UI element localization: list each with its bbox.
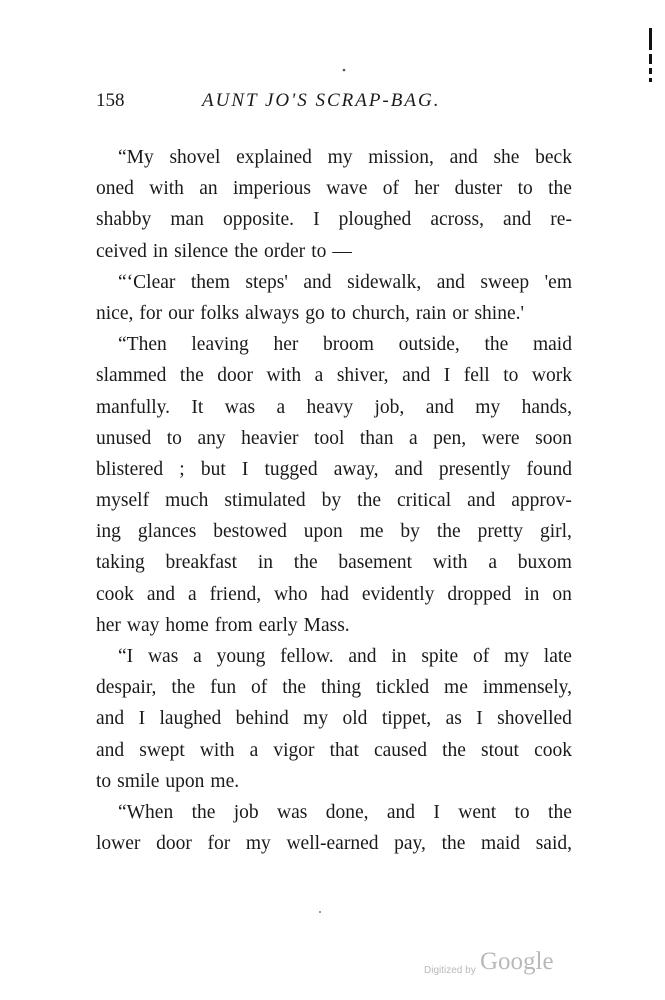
word: rain [415, 302, 447, 324]
text-line [96, 423, 572, 454]
word: the [282, 677, 307, 699]
word: maid [481, 833, 521, 855]
text-line [96, 298, 572, 329]
word: well-earned [286, 833, 379, 855]
word: opposite. [223, 209, 294, 231]
word: order [264, 240, 306, 262]
text-line [96, 766, 572, 797]
page-edge-marks [649, 28, 653, 88]
word: laughed [159, 708, 222, 730]
word: in [524, 583, 540, 605]
word: the [441, 833, 466, 855]
word: pay, [394, 833, 426, 855]
body-text [96, 142, 572, 859]
word: me [444, 677, 468, 699]
word: breakfast [165, 552, 238, 574]
word: away, [333, 458, 379, 480]
word: thing [321, 677, 362, 699]
word: hands, [521, 396, 572, 418]
word: I [433, 801, 440, 823]
word: her [96, 614, 121, 636]
word: unused [96, 427, 152, 449]
word: upon [303, 521, 343, 543]
word: found [526, 458, 572, 480]
word: or [452, 302, 469, 324]
text-line [96, 173, 572, 204]
word: the [234, 240, 259, 262]
word: heavier [241, 427, 299, 449]
word: mission, [368, 147, 434, 168]
word: she [493, 147, 520, 168]
word: soon [535, 427, 572, 449]
word: silence [174, 240, 229, 262]
word: lower [96, 833, 141, 855]
word: and [303, 271, 332, 293]
word: but [200, 458, 226, 480]
text-line [96, 329, 572, 360]
word: me [359, 521, 384, 543]
word: of [382, 178, 400, 200]
text-line [96, 641, 572, 672]
word: our [168, 302, 195, 324]
word: door [217, 365, 253, 387]
word: her [273, 334, 299, 356]
word: girl, [539, 521, 572, 543]
word: by [400, 521, 420, 543]
word: was [277, 801, 308, 823]
word: fellow. [280, 646, 334, 667]
word: work [531, 365, 572, 387]
word: me. [210, 770, 240, 792]
word: my [303, 708, 329, 730]
word: a [188, 583, 197, 605]
word: shovel [169, 147, 221, 168]
text-line [96, 392, 572, 423]
word: to [166, 427, 182, 449]
word: in [152, 240, 169, 262]
word: broom [323, 334, 374, 356]
word: the [179, 365, 204, 387]
word: cook [534, 739, 572, 761]
word: home [165, 614, 209, 636]
word: the [548, 178, 572, 200]
word: the [171, 677, 196, 699]
word: her [414, 178, 440, 200]
word: nice, [96, 302, 134, 324]
word: and [425, 396, 454, 418]
word: sweep [480, 271, 530, 293]
word: oned [96, 178, 134, 200]
word: swept [139, 739, 185, 761]
word: and [146, 583, 176, 605]
word: stout [481, 739, 519, 761]
word: steps' [245, 271, 288, 293]
word: my [327, 147, 353, 168]
word: explained [236, 147, 312, 168]
word: taking [96, 552, 145, 574]
word: by [321, 490, 342, 512]
text-line [96, 735, 572, 766]
word: and [96, 739, 125, 761]
word: beck [535, 147, 572, 168]
word: dropped [447, 583, 512, 605]
word: glances [137, 521, 197, 543]
word: job [233, 801, 259, 823]
text-line [96, 485, 572, 516]
word: stimulated [224, 490, 306, 512]
text-line [96, 703, 572, 734]
page-number: 158 [96, 90, 125, 111]
word: I [443, 365, 451, 387]
word: any [197, 427, 226, 449]
word: to [96, 770, 112, 792]
word: in [391, 646, 407, 667]
text-line [96, 828, 572, 859]
word: outside, [398, 334, 460, 356]
word: late [543, 646, 572, 667]
word: “I [118, 646, 134, 667]
word: my [245, 833, 271, 855]
word: ploughed [338, 209, 412, 231]
word: spite [421, 646, 459, 667]
word: “My [118, 147, 154, 168]
word: blistered [96, 458, 164, 480]
word: a [408, 427, 418, 449]
word: immensely, [482, 677, 572, 699]
word: fell [463, 365, 490, 387]
google-logo: Google [480, 948, 554, 975]
word: to [311, 240, 327, 262]
text-line [96, 454, 572, 485]
word: was [224, 396, 256, 418]
word: old [342, 708, 368, 730]
word: and [436, 271, 465, 293]
text-line [96, 516, 572, 547]
word: way [126, 614, 160, 636]
word: “Then [118, 334, 167, 356]
word: approv- [511, 490, 572, 512]
word: Mass. [303, 614, 350, 636]
word: an [199, 178, 218, 200]
word: a [314, 365, 324, 387]
word: behind [235, 708, 289, 730]
word: shine.' [474, 302, 525, 324]
word: the [436, 521, 461, 543]
word: friend, [209, 583, 262, 605]
word: tugged [264, 458, 318, 480]
word: for [207, 833, 231, 855]
word: to [503, 365, 519, 387]
word: maid [532, 334, 572, 356]
word: I [476, 708, 483, 730]
word: heavy [306, 396, 354, 418]
word: the [357, 490, 381, 512]
word: and [96, 708, 125, 730]
word: despair, [96, 677, 157, 699]
word: and [449, 147, 478, 168]
word: sidewalk, [347, 271, 422, 293]
word: always [245, 302, 300, 324]
text-line [96, 204, 572, 235]
word: said, [535, 833, 572, 855]
word: critical [396, 490, 452, 512]
word: across, [430, 209, 484, 231]
word: manfully. [96, 396, 171, 418]
word: had [320, 583, 349, 605]
word: ceived [96, 240, 147, 262]
word: to [514, 801, 530, 823]
running-head: AUNT JO'S SCRAP-BAG. [202, 90, 441, 111]
word: that [329, 739, 359, 761]
watermark-prefix: Digitized by [424, 965, 476, 976]
word: with [266, 365, 302, 387]
word: upon [165, 770, 205, 792]
word: a [276, 396, 286, 418]
word: early [258, 614, 298, 636]
word: evidently [361, 583, 435, 605]
word: myself [96, 490, 150, 512]
word: — [332, 240, 352, 262]
word: duster [454, 178, 503, 200]
word: my [475, 396, 501, 418]
word: pretty [477, 521, 524, 543]
word: cook [96, 583, 134, 605]
word: for [139, 302, 163, 324]
word: much [165, 490, 209, 512]
word: presently [438, 458, 511, 480]
page-header [96, 90, 556, 116]
word: of [473, 646, 490, 667]
word: done, [325, 801, 369, 823]
word: were [481, 427, 520, 449]
word: a [193, 646, 202, 667]
word: ; [179, 458, 185, 480]
word: man [170, 209, 204, 231]
word: was [147, 646, 179, 667]
word: them [190, 271, 230, 293]
word: imperious [232, 178, 311, 200]
word: tippet, [381, 708, 432, 730]
word: “When [118, 801, 174, 823]
text-line [96, 547, 572, 578]
word: the [548, 801, 572, 823]
word: “‘Clear [118, 271, 176, 293]
word: buxom [517, 552, 572, 574]
word: caused [373, 739, 428, 761]
word: job, [374, 396, 405, 418]
word: vigor [273, 739, 315, 761]
word: young [216, 646, 266, 667]
word: slammed [96, 365, 167, 387]
word: tool [314, 427, 345, 449]
word: shiver, [336, 365, 389, 387]
word: with [149, 178, 184, 200]
word: to [330, 302, 346, 324]
word: pen, [433, 427, 467, 449]
word: tickled [376, 677, 430, 699]
word: than [359, 427, 394, 449]
word: 'em [544, 271, 572, 293]
word: go [305, 302, 325, 324]
word: went [458, 801, 497, 823]
word: I [313, 209, 320, 231]
word: and [394, 458, 423, 480]
word: I [138, 708, 146, 730]
word: smile [117, 770, 160, 792]
word: and [386, 801, 416, 823]
word: re- [550, 209, 572, 231]
word: It [191, 396, 204, 418]
word: leaving [191, 334, 249, 356]
word: with [199, 739, 235, 761]
word: ing [96, 521, 121, 543]
text-line [96, 267, 572, 298]
text-line [96, 610, 572, 641]
word: and [402, 365, 431, 387]
word: and [467, 490, 496, 512]
word: the [293, 552, 318, 574]
word: who [274, 583, 308, 605]
digitized-by-google-watermark [424, 948, 604, 984]
word: the [442, 739, 466, 761]
word: as [445, 708, 462, 730]
word: and [503, 209, 532, 231]
word: on [552, 583, 572, 605]
word: of [251, 677, 268, 699]
word: in [257, 552, 273, 574]
text-line [96, 672, 572, 703]
word: folks [200, 302, 240, 324]
word: and [348, 646, 377, 667]
text-line [96, 236, 572, 267]
word: with [432, 552, 468, 574]
text-line [96, 797, 572, 828]
word: wave [326, 178, 368, 200]
word: from [214, 614, 253, 636]
text-line [96, 360, 572, 391]
word: to [517, 178, 533, 200]
word: my [504, 646, 529, 667]
word: shabby [96, 209, 152, 231]
word: basement [338, 552, 413, 574]
word: a [488, 552, 497, 574]
word: shovelled [497, 708, 572, 730]
word: a [249, 739, 259, 761]
word: the [191, 801, 216, 823]
word: I [241, 458, 249, 480]
word: the [484, 334, 509, 356]
text-line [96, 142, 572, 173]
word: door [156, 833, 192, 855]
word: bestowed [213, 521, 287, 543]
word: church, [351, 302, 410, 324]
word: fun [210, 677, 237, 699]
text-line [96, 579, 572, 610]
